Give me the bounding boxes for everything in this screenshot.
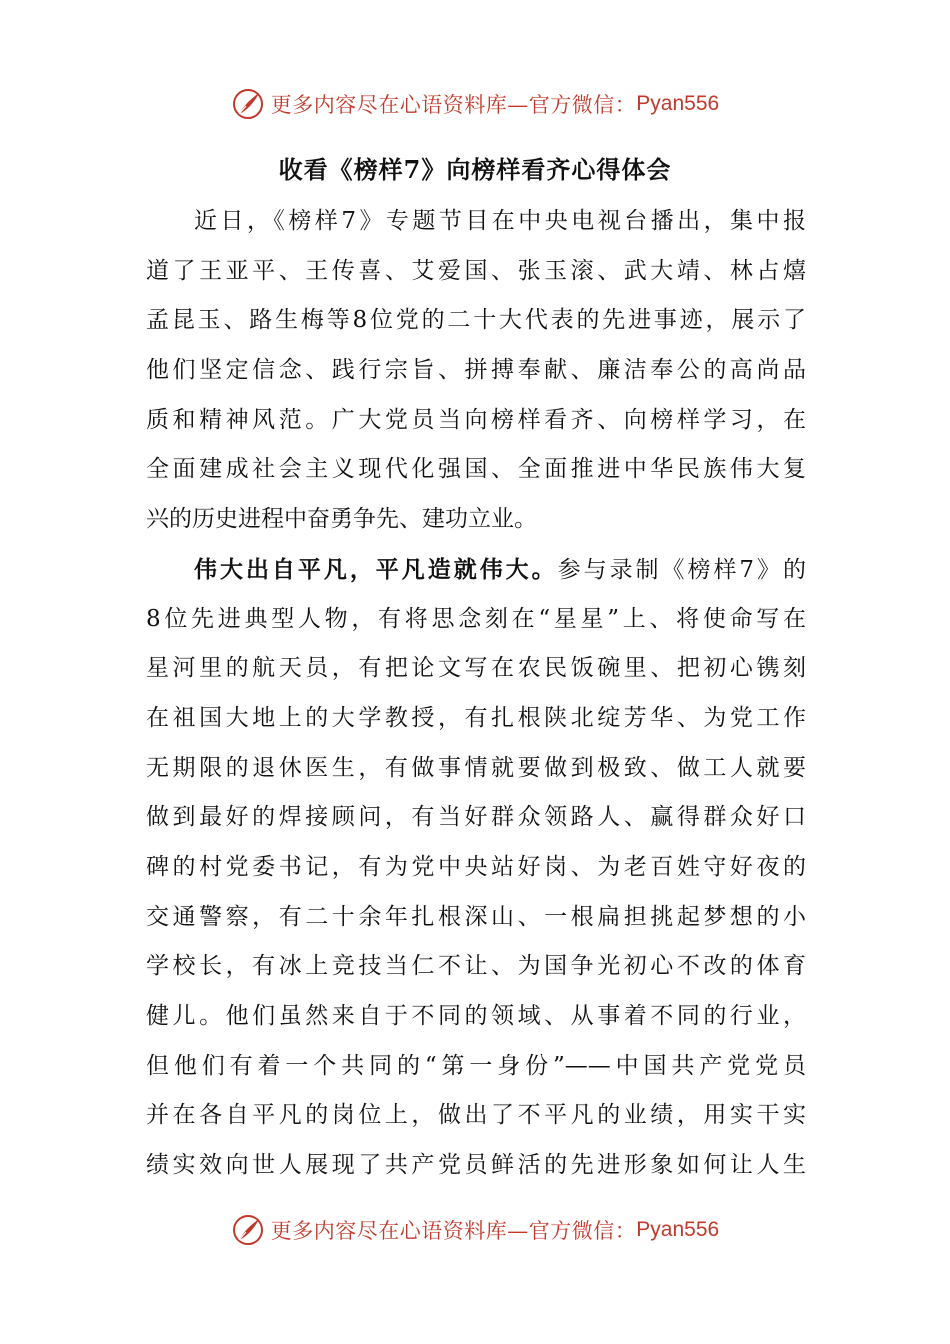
quill-logo-icon	[231, 1213, 265, 1247]
text-line: 全面建成社会主义现代化强国、全面推进中华民族伟大复	[146, 456, 806, 483]
text-line	[146, 545, 806, 595]
text-line: 兴的历史进程中奋勇争先、建功立业。	[146, 506, 537, 533]
text-line: 星河里的航天员，有把论文写在农民饭碗里、把初心镌刻	[146, 655, 806, 682]
text-line: 他们坚定信念、践行宗旨、拼搏奉献、廉洁奉公的高尚品	[146, 357, 806, 384]
document-title: 收看《榜样7》向榜样看齐心得体会	[278, 155, 672, 184]
text-line: 在祖国大地上的大学教授，有扎根陕北绽芳华、为党工作	[146, 704, 806, 731]
watermark-text: 更多内容尽在心语资料库—官方微信：	[270, 93, 637, 117]
paragraph-lead-bold: 伟大出自平凡，平凡造就伟大。	[194, 555, 558, 583]
text-line: 交通警察，有二十余年扎根深山、一根扁担挑起梦想的小	[146, 903, 806, 930]
text-line: 8位先进典型人物，有将思念刻在“星星”上、将使命写在	[146, 605, 806, 632]
text-line: 道了王亚平、王传喜、艾爱国、张玉滚、武大靖、林占熺	[146, 257, 806, 284]
document-body	[146, 197, 806, 1191]
watermark-wechat-id: Pyan556	[636, 1218, 720, 1241]
text-line: 近日，《榜样7》专题节目在中央电视台播出，集中报	[194, 208, 806, 234]
text-line: 做到最好的焊接顾问，有当好群众领路人、赢得群众好口	[146, 804, 806, 831]
watermark-header	[0, 84, 950, 124]
text-line: 但他们有着一个共同的“第一身份”——中国共产党党员	[146, 1052, 806, 1079]
paragraph-lead-rest: 参与录制《榜样7》的	[557, 556, 806, 583]
watermark-text: 更多内容尽在心语资料库—官方微信：	[270, 1219, 637, 1243]
watermark-footer	[0, 1210, 950, 1250]
text-line: 孟昆玉、路生梅等8位党的二十大代表的先进事迹，展示了	[146, 307, 806, 334]
text-line: 学校长，有冰上竞技当仁不让、为国争光初心不改的体育	[146, 953, 806, 980]
text-line: 质和精神风范。广大党员当向榜样看齐、向榜样学习，在	[146, 406, 806, 433]
text-line: 并在各自平凡的岗位上，做出了不平凡的业绩，用实干实	[146, 1102, 806, 1129]
text-line: 无期限的退休医生，有做事情就要做到极致、做工人就要	[146, 754, 806, 781]
text-line: 绩实效向世人展现了共产党员鲜活的先进形象如何让人生	[146, 1152, 806, 1179]
paragraph-1	[146, 197, 806, 545]
watermark-wechat-id: Pyan556	[636, 92, 720, 115]
text-line: 碑的村党委书记，有为党中央站好岗、为老百姓守好夜的	[146, 853, 806, 880]
paragraph-2	[146, 545, 806, 1191]
quill-logo-icon	[231, 87, 265, 121]
text-line: 健儿。他们虽然来自于不同的领域、从事着不同的行业，	[146, 1003, 806, 1029]
